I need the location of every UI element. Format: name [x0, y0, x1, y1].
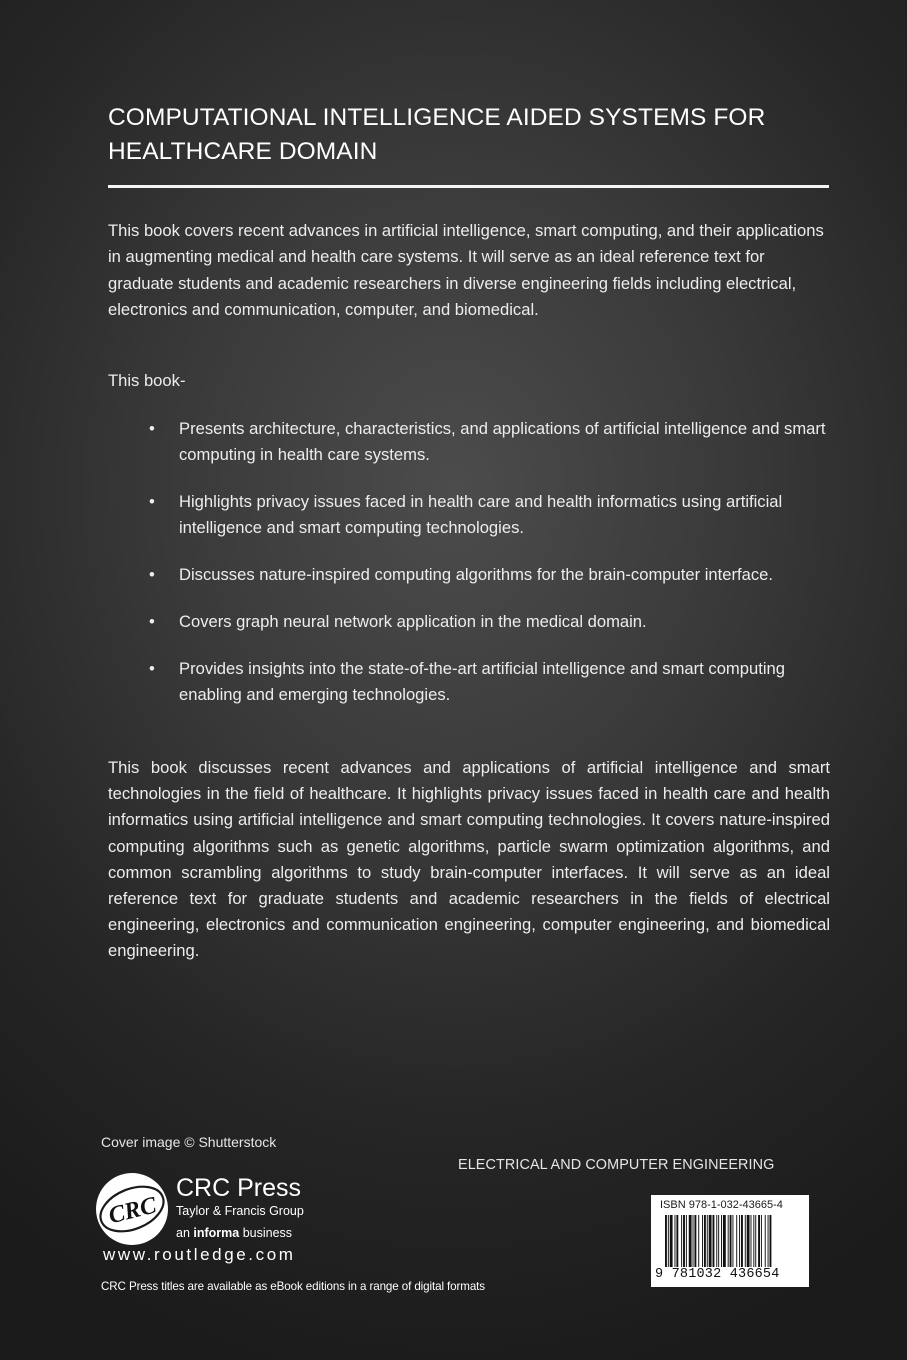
bullet-lead-in: This book-	[108, 371, 186, 390]
barcode-bar	[736, 1215, 737, 1267]
barcode-bar	[739, 1215, 740, 1267]
barcode-bar	[716, 1215, 717, 1267]
barcode-bar	[702, 1215, 703, 1267]
barcode-bar	[694, 1215, 696, 1267]
publisher-name: CRC Press	[176, 1174, 302, 1202]
feature-item	[144, 656, 834, 708]
book-title: COMPUTATIONAL INTELLIGENCE AIDED SYSTEMS FOR HEALTHCARE DOMAIN	[108, 104, 766, 165]
feature-text: Provides insights into the state-of-the-art artificial intelligence and smart computing enabling and emerging technologies.	[179, 659, 785, 704]
barcode-bar	[676, 1215, 678, 1267]
barcode-bar	[668, 1215, 669, 1267]
summary-paragraph: This book discusses recent advances and applications of artificial intelligence and smart technologies in the field of healthcare. It highlights privacy issues faced in health care and health informatics using artificial intelligence and smart computing technologies. It covers nature-inspired computing algorithms such as genetic algorithms, particle swarm optimization algorithms, and common scrambling algorithms to study brain-computer interfaces. It will serve as an ideal reference text for graduate students and academic researchers in the fields of electrical engineering, electronics and communication engineering, computer engineering, and biomedical engineering.	[108, 758, 830, 961]
crc-logo	[96, 1173, 168, 1245]
barcode-icon	[665, 1215, 797, 1267]
bullet-icon: •	[149, 659, 155, 678]
barcode-bar	[768, 1215, 769, 1267]
feature-text: Highlights privacy issues faced in health care and health informatics using artificial intelligence and smart computing technologies.	[179, 492, 783, 537]
bullet-icon: •	[149, 565, 155, 584]
barcode-bar	[670, 1215, 673, 1267]
barcode-bar	[755, 1215, 756, 1267]
isbn-number: ISBN 978-1-032-43665-4	[660, 1199, 783, 1211]
barcode-bar	[713, 1215, 715, 1267]
cover-credit: Cover image © Shutterstock	[101, 1134, 277, 1150]
barcode-bar	[718, 1215, 719, 1267]
barcode-bar	[681, 1215, 682, 1267]
barcode-bar	[709, 1215, 712, 1267]
bullet-icon: •	[149, 419, 155, 438]
feature-item	[144, 562, 834, 588]
publisher-website[interactable]: www.routledge.com	[103, 1245, 296, 1264]
barcode-bar	[693, 1215, 694, 1267]
feature-text: Covers graph neural network application in the medical domain.	[179, 612, 647, 631]
barcode-bar	[721, 1215, 722, 1267]
feature-item	[144, 416, 834, 468]
barcode-bar	[758, 1215, 760, 1267]
barcode-bar	[751, 1215, 752, 1267]
intro-paragraph: This book covers recent advances in artificial intelligence, smart computing, and their applications in augmenting medical and health care systems. It will serve as an ideal reference text for graduate students and academic researchers in diverse engineering fields including electrical, electronics and communication, computer, and biomedical.	[108, 221, 824, 320]
publisher-business-line	[176, 1226, 292, 1240]
barcode-bar	[683, 1215, 685, 1267]
barcode-bar	[675, 1215, 676, 1267]
barcode-bar	[761, 1215, 762, 1267]
feature-item	[144, 609, 834, 635]
barcode-bar	[728, 1215, 729, 1267]
bullet-icon: •	[149, 612, 155, 631]
business-name: informa	[193, 1226, 240, 1240]
feature-list	[144, 416, 834, 708]
barcode-bar	[689, 1215, 692, 1267]
business-suffix: business	[242, 1226, 293, 1240]
barcode-bar	[745, 1215, 746, 1267]
crc-logo-text: CRC	[106, 1192, 159, 1230]
barcode-bar	[732, 1215, 733, 1267]
title-divider	[108, 185, 829, 188]
isbn-barcode-box	[651, 1195, 809, 1287]
barcode-bar	[704, 1215, 706, 1267]
business-prefix: an	[176, 1226, 190, 1240]
subject-category: ELECTRICAL AND COMPUTER ENGINEERING	[458, 1157, 775, 1173]
feature-item	[144, 489, 834, 541]
barcode-bar	[723, 1215, 726, 1267]
barcode-bar	[665, 1215, 667, 1267]
barcode-bar	[686, 1215, 687, 1267]
crc-logo-icon	[96, 1173, 168, 1245]
barcode-bar	[741, 1215, 743, 1267]
barcode-digits: 9 781032 436654	[655, 1267, 780, 1282]
barcode-bar	[747, 1215, 750, 1267]
barcode-bar	[707, 1215, 708, 1267]
bullet-icon: •	[149, 492, 155, 511]
barcode-bar	[770, 1215, 772, 1267]
feature-text: Discusses nature-inspired computing algorithms for the brain-computer interface.	[179, 565, 773, 584]
barcode-bar	[730, 1215, 732, 1267]
ebook-note: CRC Press titles are available as eBook editions in a range of digital formats	[101, 1280, 486, 1293]
barcode-bar	[765, 1215, 766, 1267]
barcode-bar	[753, 1215, 754, 1267]
barcode-bar	[698, 1215, 699, 1267]
feature-text: Presents architecture, characteristics, and applications of artificial intelligence and smart computing in health care systems.	[179, 419, 826, 464]
publisher-group: Taylor & Francis Group	[176, 1204, 304, 1218]
